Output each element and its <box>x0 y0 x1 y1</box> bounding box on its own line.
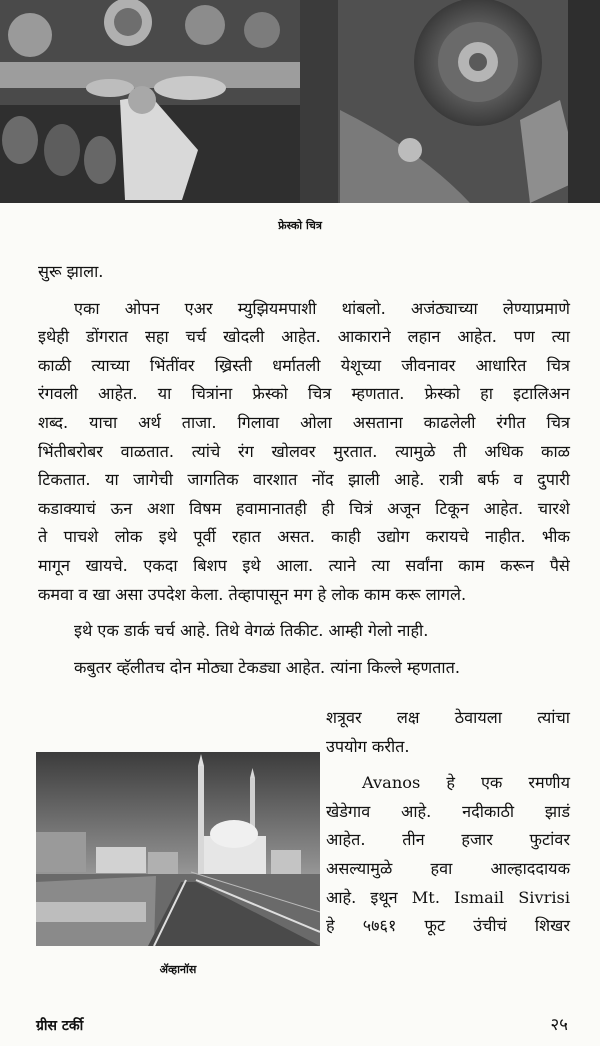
text-line: मागून खायचे. एकदा बिशप इथे आला. त्याने त्या सर्वांना काम करून पैसे <box>38 555 570 575</box>
text-line: खेडेगाव आहे. नदीकाठी झाडं <box>326 801 570 821</box>
avanos-photo <box>36 752 320 946</box>
text-line: असल्यामुळे हवा आल्हाददायक <box>326 858 570 878</box>
fresco-caption: फ्रेस्को चित्र <box>278 219 322 232</box>
text-line: हे ५७६१ फूट उंचीचं शिखर <box>326 916 570 936</box>
text-line: भिंतीबरोबर वाळतात. त्यांचे रंग खोलवर मुरतात. त्यामुळे ती अधिक काळ <box>38 441 570 461</box>
text-line: सुरू झाला. <box>38 262 104 281</box>
text-line: टिकतात. या जागेची जागतिक वारशात नोंद झाली आहे. रात्री बर्फ व दुपारी <box>38 470 570 490</box>
text-line: इथेही डोंगरात सहा चर्च खोदली आहेत. आकाराने लहान आहेत. पण त्या <box>38 327 570 347</box>
text-line: कमवा व खा असा उपदेश केला. तेव्हापासून मग हे लोक काम करू लागले. <box>38 584 467 604</box>
book-title: ग्रीस टर्की <box>36 1018 84 1034</box>
page-number: २५ <box>550 1015 568 1035</box>
text-line: कडाक्याचं ऊन अशा विषम हवामानातही ही चित्रं अजून टिकून आहेत. चारशे <box>38 498 570 518</box>
text-line: रंगवली आहेत. या चित्रांना फ्रेस्को चित्र म्हणतात. फ्रेस्को हा इटालिअन <box>38 384 570 404</box>
text-line: आहे. इथून Mt. Ismail Sivrisi <box>326 887 570 907</box>
text-line: एका ओपन एअर म्युझियमपाशी थांबलो. अजंठ्याच्या लेण्याप्रमाणे <box>74 298 570 318</box>
text-line: इथे एक डार्क चर्च आहे. तिथे वेगळं तिकीट. आम्ही गेलो नाही. <box>74 621 429 641</box>
text-line: काळी त्याच्या भिंतींवर ख्रिस्ती धर्मातली येशूच्या जीवनावर आधारित चित्र <box>38 355 570 375</box>
avanos-caption: ॲव्हानॉस <box>159 963 197 976</box>
side-text <box>326 704 570 941</box>
paragraph-gap <box>326 761 570 769</box>
fresco-photo <box>0 0 600 203</box>
text-line: Avanos हे एक रमणीय <box>362 773 570 793</box>
body-text <box>38 258 570 682</box>
text-line: शब्द. याचा अर्थ ताजा. गिलावा ओला असताना काढलेली रंगीत चित्र <box>38 412 570 432</box>
text-line: कबुतर व्हॅलीतच दोन मोठ्या टेकड्या आहेत. त्यांना किल्ले म्हणतात. <box>74 657 460 677</box>
text-line: उपयोग करीत. <box>326 736 410 756</box>
text-line: आहेत. तीन हजार फुटांवर <box>326 830 570 850</box>
text-line: शत्रूवर लक्ष ठेवायला त्यांचा <box>326 708 570 727</box>
paragraph-gap <box>38 646 570 654</box>
paragraph-gap <box>38 287 570 295</box>
text-line: ते पाचशे लोक इथे पूर्वी रहात असत. काही उद्योग करायचे नाहीत. भीक <box>38 527 570 547</box>
paragraph-gap <box>38 609 570 617</box>
